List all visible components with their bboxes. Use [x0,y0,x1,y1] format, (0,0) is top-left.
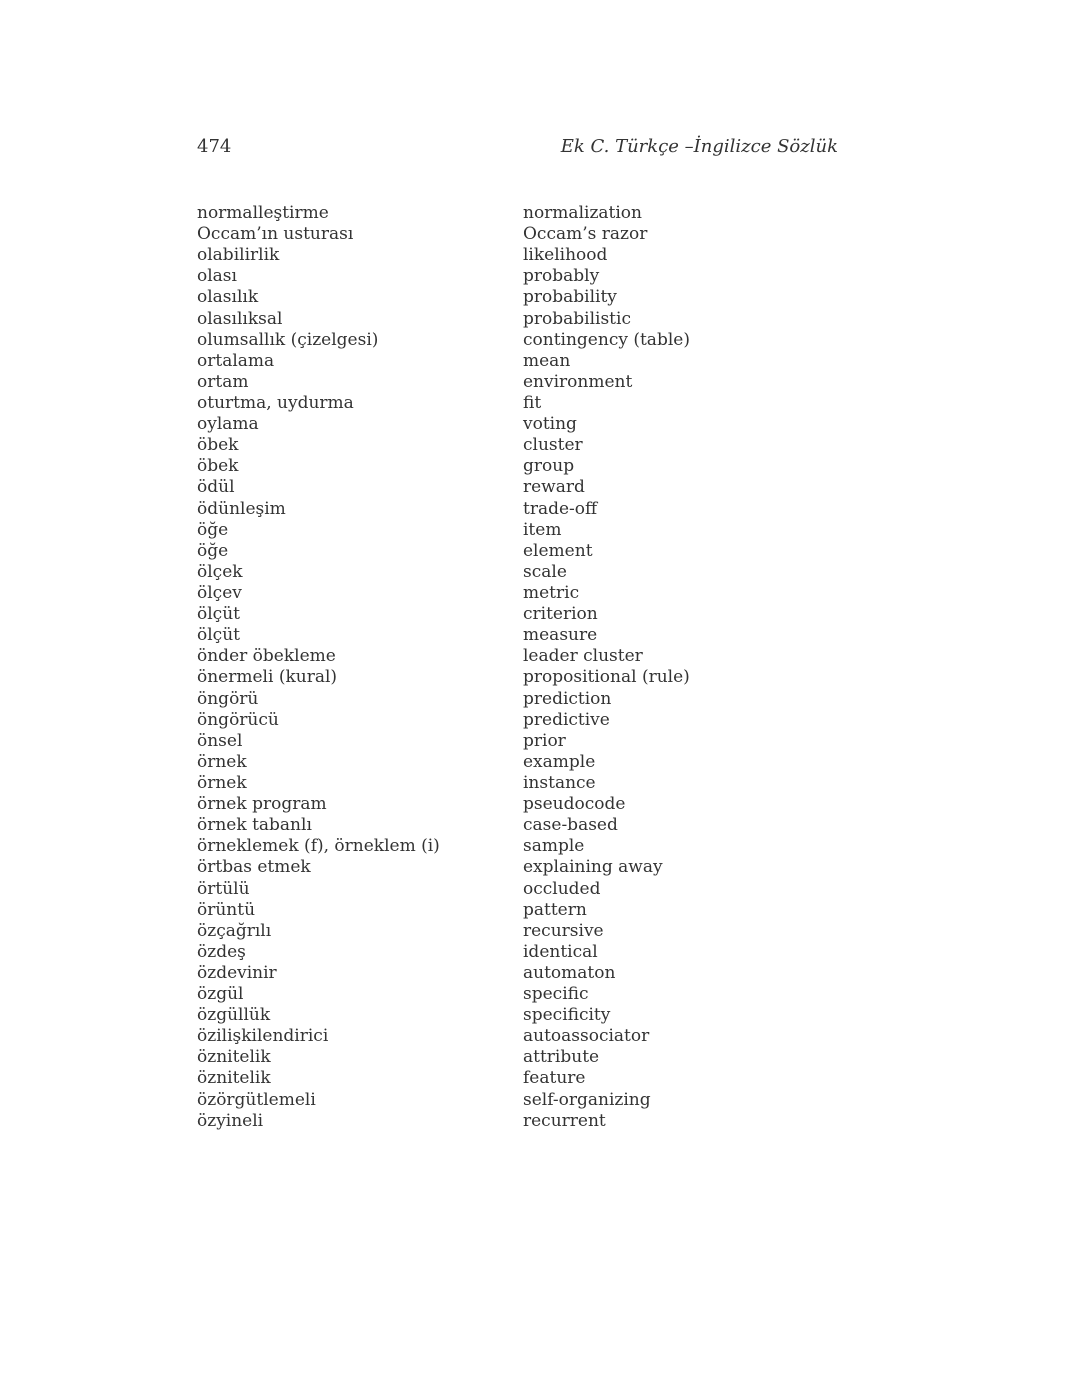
english-term: pseudocode [523,794,626,815]
turkish-term: örneklemek (f), örneklem (i) [197,836,440,857]
glossary-entry [197,414,838,435]
glossary-entry [197,1090,838,1111]
glossary-entry [197,351,838,372]
english-term: feature [523,1068,586,1089]
glossary-entry [197,1005,838,1026]
turkish-term: öngörü [197,688,259,709]
glossary-entry [197,857,838,878]
glossary-entry [197,309,838,330]
turkish-term: örtbas etmek [197,857,311,878]
glossary-entry [197,879,838,900]
glossary-entry [197,266,838,287]
turkish-term: öznitelik [197,1068,271,1089]
turkish-term: öğe [197,519,229,540]
turkish-term: olumsallık (çizelgesi) [197,329,379,350]
turkish-term: Occam’ın usturası [197,224,354,245]
english-term: case-based [523,815,618,836]
page-number: 474 [197,136,232,157]
english-term: probability [523,287,617,308]
turkish-term: öbek [197,435,239,456]
english-term: pattern [523,899,587,920]
turkish-term: örtülü [197,878,250,899]
english-term: probably [523,266,600,287]
glossary-entry [197,604,838,625]
english-term: leader cluster [523,646,643,667]
turkish-term: ölçek [197,561,243,582]
glossary-entry [197,1068,838,1089]
turkish-term: özgül [197,984,244,1005]
english-term: occluded [523,878,601,899]
glossary-entry [197,794,838,815]
english-term: cluster [523,435,583,456]
glossary-entry [197,984,838,1005]
glossary-entry [197,625,838,646]
glossary-entry [197,583,838,604]
running-title: Ek C. Türkçe –İngilizce Sözlük [560,136,838,157]
turkish-term: normalleştirme [197,203,329,223]
turkish-term: ortam [197,371,249,392]
english-term: propositional (rule) [523,667,690,688]
english-term: scale [523,561,567,582]
glossary-entry [197,287,838,308]
turkish-term: oylama [197,414,259,435]
english-term: element [523,540,593,561]
english-term: identical [523,941,598,962]
turkish-term: öznitelik [197,1047,271,1068]
turkish-term: olası [197,266,237,287]
turkish-term: ödünleşim [197,498,286,519]
glossary-entry [197,921,838,942]
english-term: example [523,751,596,772]
turkish-term: ölçüt [197,604,240,625]
english-term: probabilistic [523,308,631,329]
glossary-entry [197,456,838,477]
glossary-entry [197,435,838,456]
turkish-term: özyineli [197,1110,264,1131]
glossary-entry [197,815,838,836]
glossary-entry [197,393,838,414]
glossary-entry [197,689,838,710]
glossary-entry [197,562,838,583]
glossary-entry [197,203,838,224]
glossary-list [197,203,838,1132]
english-term: autoassociator [523,1026,650,1047]
english-term: voting [523,414,577,435]
glossary-entry [197,900,838,921]
english-term: instance [523,772,596,793]
glossary-entry [197,963,838,984]
turkish-term: olabilirlik [197,245,280,266]
turkish-term: özilişkilendirici [197,1026,329,1047]
english-term: metric [523,582,580,603]
glossary-entry [197,477,838,498]
glossary-entry [197,646,838,667]
english-term: recursive [523,920,604,941]
english-term: normalization [523,203,642,223]
turkish-term: özgüllük [197,1005,271,1026]
turkish-term: özdeş [197,941,246,962]
english-term: attribute [523,1047,600,1068]
glossary-entry [197,773,838,794]
turkish-term: ölçüt [197,625,240,646]
turkish-term: oturtma, uydurma [197,392,354,413]
english-term: specific [523,984,589,1005]
turkish-term: önermeli (kural) [197,667,338,688]
english-term: specificity [523,1005,611,1026]
glossary-entry [197,752,838,773]
turkish-term: olasılık [197,287,259,308]
english-term: reward [523,477,585,498]
turkish-term: örnek [197,772,247,793]
turkish-term: ölçev [197,582,242,603]
turkish-term: örüntü [197,899,256,920]
english-term: Occam’s razor [523,224,648,245]
english-term: explaining away [523,857,663,878]
english-term: recurrent [523,1110,606,1131]
english-term: fit [523,392,542,413]
glossary-entry [197,710,838,731]
turkish-term: önsel [197,730,243,751]
page-header [197,134,838,160]
english-term: trade-off [523,498,598,519]
english-term: prior [523,730,566,751]
turkish-term: önder öbekleme [197,646,336,667]
turkish-term: öngörücü [197,709,279,730]
turkish-term: özçağrılı [197,920,272,941]
glossary-entry [197,520,838,541]
glossary-entry [197,1111,838,1132]
english-term: mean [523,350,571,371]
glossary-entry [197,224,838,245]
english-term: automaton [523,962,616,983]
turkish-term: ortalama [197,350,275,371]
turkish-term: örnek [197,751,247,772]
glossary-entry [197,1026,838,1047]
english-term: criterion [523,604,598,625]
turkish-term: öbek [197,456,239,477]
english-term: environment [523,371,633,392]
english-term: contingency (table) [523,329,690,350]
english-term: self-organizing [523,1089,651,1110]
english-term: prediction [523,688,612,709]
turkish-term: olasılıksal [197,308,283,329]
english-term: predictive [523,709,610,730]
turkish-term: örnek tabanlı [197,815,312,836]
turkish-term: ödül [197,477,235,498]
glossary-entry [197,330,838,351]
turkish-term: öğe [197,540,229,561]
english-term: group [523,456,575,477]
glossary-entry [197,499,838,520]
glossary-entry [197,541,838,562]
english-term: measure [523,625,598,646]
glossary-entry [197,836,838,857]
turkish-term: örnek program [197,794,327,815]
glossary-entry [197,1047,838,1068]
glossary-entry [197,942,838,963]
glossary-entry [197,372,838,393]
glossary-entry [197,667,838,688]
english-term: likelihood [523,245,608,266]
english-term: sample [523,836,585,857]
english-term: item [523,519,562,540]
turkish-term: özdevinir [197,962,277,983]
glossary-entry [197,245,838,266]
turkish-term: özörgütlemeli [197,1089,316,1110]
glossary-entry [197,731,838,752]
